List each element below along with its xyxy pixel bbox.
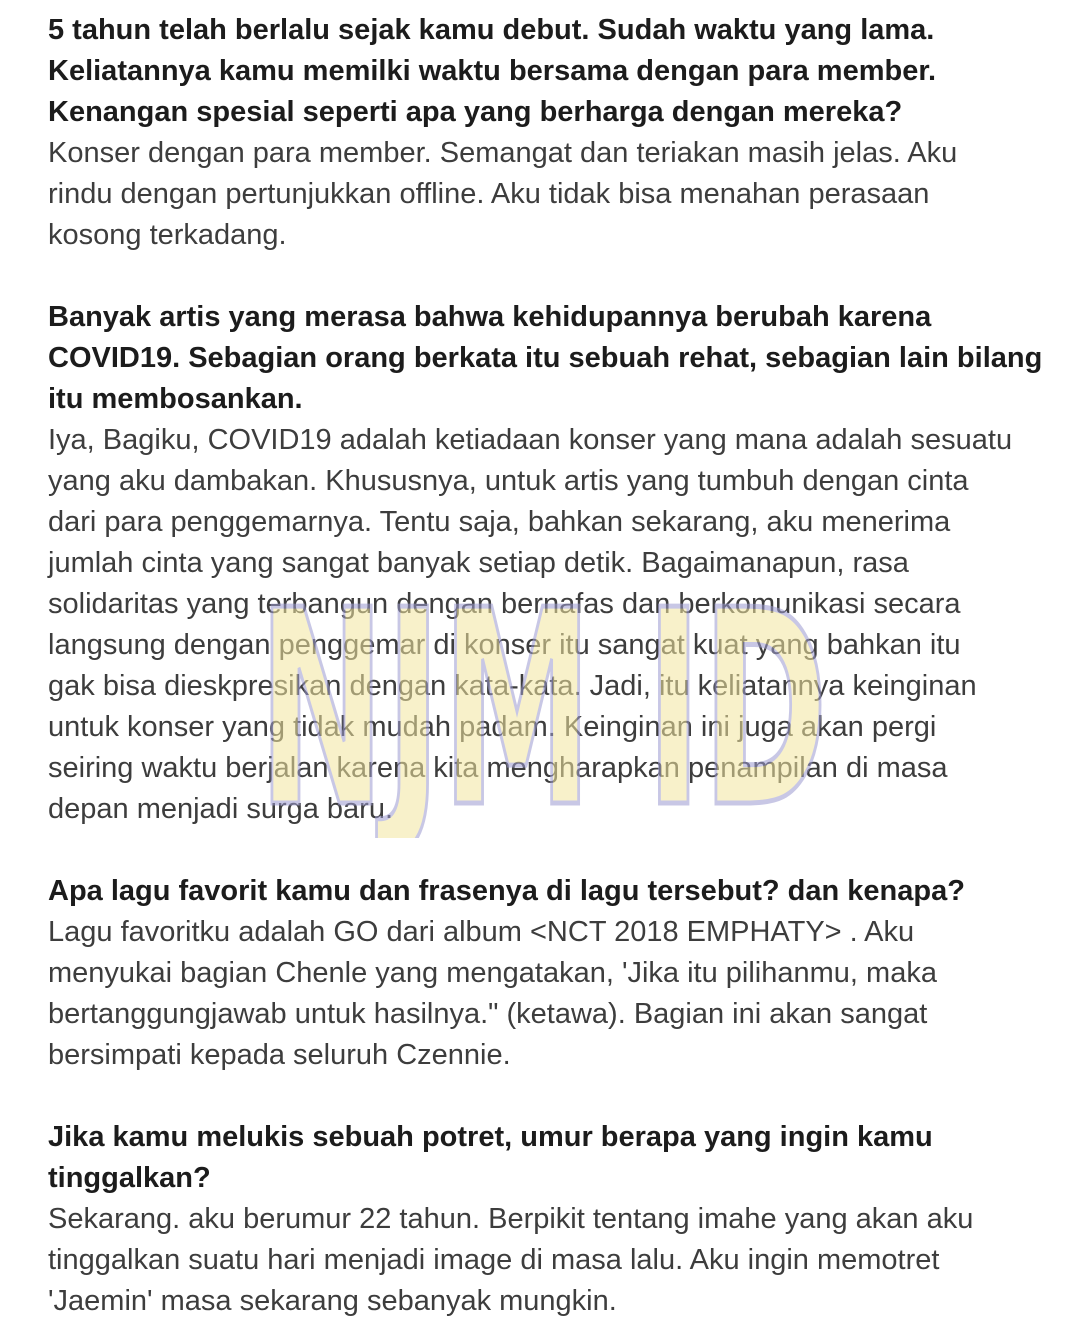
answer-text [48, 1199, 1048, 1322]
interview-document [48, 10, 1048, 1322]
section-spacer [48, 830, 1048, 871]
question-line: COVID19. Sebagian orang berkata itu sebuah rehat, sebagian lain bilang [48, 342, 1043, 374]
question-text [48, 10, 1048, 133]
question-line: Jika kamu melukis sebuah potret, umur berapa yang ingin kamu [48, 1121, 933, 1153]
answer-line: Iya, Bagiku, COVID19 adalah ketiadaan konser yang mana adalah sesuatu [48, 424, 1013, 456]
answer-text [48, 133, 1048, 256]
answer-line: kosong terkadang. [48, 219, 287, 251]
answer-line: gak bisa dieskpresikan dengan kata-kata. Jadi, itu keliatannya keinginan [48, 670, 977, 702]
question-line: 5 tahun telah berlalu sejak kamu debut. Sudah waktu yang lama. [48, 14, 935, 46]
answer-line: solidaritas yang terbangun dengan bernafas dan berkomunikasi secara [48, 588, 961, 620]
answer-line: untuk konser yang tidak mudah padam. Keinginan ini juga akan pergi [48, 711, 937, 743]
qa-section-2 [48, 297, 1048, 830]
answer-line: Konser dengan para member. Semangat dan teriakan masih jelas. Aku [48, 137, 958, 169]
answer-line: seiring waktu berjalan karena kita mengharapkan penampilan di masa [48, 752, 948, 784]
question-line: Apa lagu favorit kamu dan frasenya di lagu tersebut? dan kenapa? [48, 875, 965, 907]
answer-line: Sekarang. aku berumur 22 tahun. Berpikit tentang imahe yang akan aku [48, 1203, 974, 1235]
answer-line: rindu dengan pertunjukkan offline. Aku tidak bisa menahan perasaan [48, 178, 930, 210]
qa-section-1 [48, 10, 1048, 256]
answer-line: bertanggungjawab untuk hasilnya." (ketawa). Bagian ini akan sangat [48, 998, 928, 1030]
answer-line: menyukai bagian Chenle yang mengatakan, 'Jika itu pilihanmu, maka [48, 957, 937, 989]
answer-text [48, 420, 1048, 830]
question-line: Keliatannya kamu memilki waktu bersama dengan para member. [48, 55, 937, 87]
question-line: Kenangan spesial seperti apa yang berharga dengan mereka? [48, 96, 903, 128]
answer-line: depan menjadi surga baru. [48, 793, 394, 825]
watermark-text: NJM ID [258, 552, 828, 838]
question-text [48, 871, 1048, 912]
answer-line: tinggalkan suatu hari menjadi image di masa lalu. Aku ingin memotret [48, 1244, 940, 1276]
answer-line: dari para penggemarnya. Tentu saja, bahkan sekarang, aku menerima [48, 506, 951, 538]
question-line: itu membosankan. [48, 383, 303, 415]
section-spacer [48, 1076, 1048, 1117]
answer-line: Lagu favoritku adalah GO dari album <NCT 2018 EMPHATY> . Aku [48, 916, 915, 948]
answer-line: bersimpati kepada seluruh Czennie. [48, 1039, 511, 1071]
answer-line: jumlah cinta yang sangat banyak setiap detik. Bagaimanapun, rasa [48, 547, 909, 579]
answer-line: 'Jaemin' masa sekarang sebanyak mungkin. [48, 1285, 617, 1317]
question-text [48, 297, 1048, 420]
qa-section-4 [48, 1117, 1048, 1322]
question-line: Banyak artis yang merasa bahwa kehidupannya berubah karena [48, 301, 932, 333]
answer-text [48, 912, 1048, 1076]
question-line: tinggalkan? [48, 1162, 211, 1194]
question-text [48, 1117, 1048, 1199]
answer-line: langsung dengan penggemar di konser itu sangat kuat yang bahkan itu [48, 629, 961, 661]
qa-section-3 [48, 871, 1048, 1076]
section-spacer [48, 256, 1048, 297]
answer-line: yang aku dambakan. Khususnya, untuk artis yang tumbuh dengan cinta [48, 465, 969, 497]
